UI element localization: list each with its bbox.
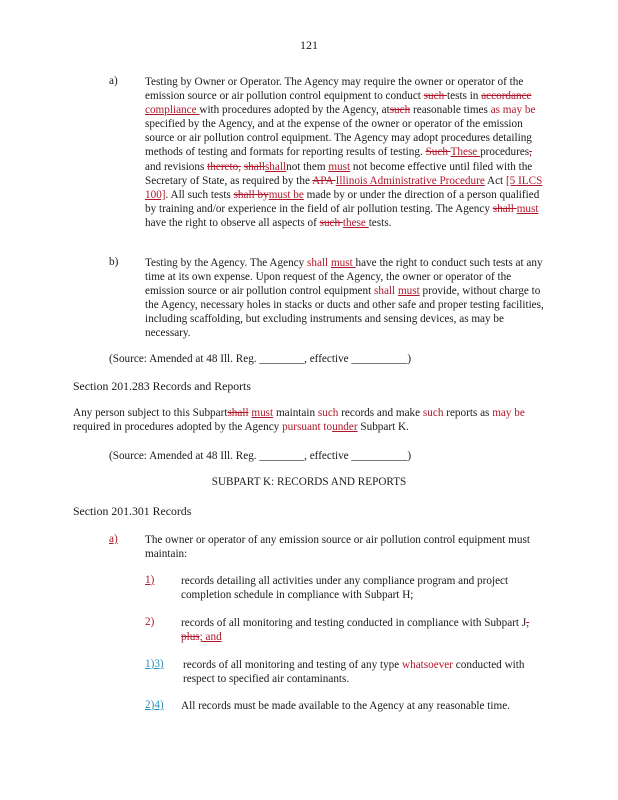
para-a-text: Testing by Owner or Operator. The Agency may require the owner or operator of the emission source or air pollution control equipment to conduct such tests in accordance compliance with procedures adopted by the Agency, atsuch reasonable times as may be specified by the Agency, and at the expense of the owner or operator of the emission source or air pollution control equipment. The Agency may adopt procedures detailing methods of testing and formats for reporting results of testing. Such These procedures, and revisions thereto, shallshallnot them must not become effective until filed with the Secretary of State, as required by the APA Illinois Administrative Procedure Act [5 ILCS 100]. All such tests shall bymust be made by or under the direction of a person qualified by training and/or experience in the field of air pollution testing. The Agency shall must have the right to observe all aspects of such these tests.	[145, 76, 543, 229]
para-a-label: a)	[109, 75, 118, 87]
para-b-label: b)	[109, 256, 119, 268]
item-4-text: All records must be made available to the Agency at any reasonable time.	[181, 700, 510, 712]
item-1-text: records detailing all activities under any compliance program and project completion schedule in compliance with Subpart H;	[181, 575, 509, 602]
item-2-text: records of all monitoring and testing conducted in compliance with Subpart J, plus; and	[181, 617, 529, 644]
source-note-2: (Source: Amended at 48 Ill. Reg. ________, effective __________)	[109, 450, 412, 462]
section-301-label-a: a)	[109, 533, 118, 545]
page-number: 121	[300, 38, 318, 52]
section-301-heading: Section 201.301 Records	[73, 504, 192, 518]
source-note-1: (Source: Amended at 48 Ill. Reg. ________, effective __________)	[109, 353, 412, 365]
section-301-intro: The owner or operator of any emission source or air pollution control equipment must maintain:	[145, 534, 530, 561]
section-283-heading: Section 201.283 Records and Reports	[73, 379, 251, 393]
item-3-text: records of all monitoring and testing of any type whatsoever conducted with respect to specified air contaminants.	[183, 659, 525, 686]
section-283-text: Any person subject to this Subpartshall must maintain such records and make such reports as may be required in procedures adopted by the Agency pursuant tounder Subpart K.	[73, 407, 525, 434]
para-b-text: Testing by the Agency. The Agency shall must have the right to conduct such tests at any time at its own expense. Upon request of the Agency, the owner or operator of the emission source or air pollution control equipment shall must provide, without charge to the Agency, necessary holes in stacks or ducts and other safe and proper testing facilities, including scaffolding, but excluding instruments and sensing devices, as may be necessary.	[145, 257, 544, 340]
item-4-label: 2)4)	[145, 699, 164, 711]
item-2-label: 2)	[145, 616, 155, 628]
item-3-label: 1)3)	[145, 658, 164, 670]
item-1-label: 1)	[145, 574, 155, 586]
subpart-title: SUBPART K: RECORDS AND REPORTS	[211, 476, 407, 488]
